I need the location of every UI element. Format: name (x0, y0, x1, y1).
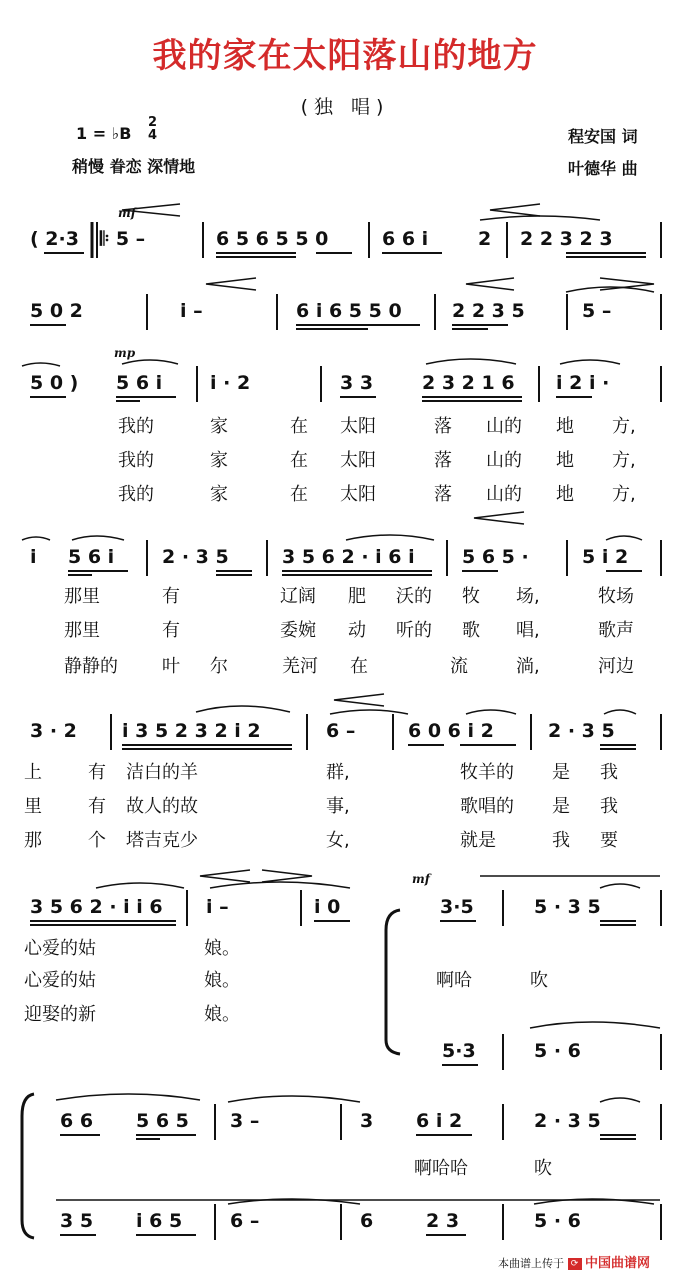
slur (122, 360, 178, 364)
lyric: 牧羊的 (460, 762, 514, 783)
measure-notes: 2 (478, 228, 492, 250)
slur (600, 1098, 640, 1102)
crescendo-hairpin (200, 870, 250, 882)
slur (560, 360, 620, 364)
measure-notes: i – (180, 300, 203, 322)
lyric: 方, (612, 484, 636, 505)
measure-notes: 6 i 6 5 5 0 (296, 300, 402, 322)
system-bracket (386, 910, 400, 1054)
slur (530, 1022, 660, 1028)
time-sig-top: 2 (148, 115, 158, 130)
lyric: 是 (552, 762, 570, 783)
slur (480, 216, 600, 220)
measure-notes: 3 5 (60, 1210, 94, 1232)
measure-notes: ( 2·3 (30, 228, 79, 250)
lyric: 我的 (118, 416, 154, 437)
slur (228, 1096, 360, 1102)
slur (330, 710, 408, 714)
lyric: 在 (290, 484, 308, 505)
lyric: 我 (552, 830, 570, 851)
crescendo-hairpin (206, 278, 256, 290)
lyric: 是 (552, 796, 570, 817)
lyric: 山的 (486, 484, 522, 505)
measure-notes: 3 5 6 2 · i 6 i (282, 546, 415, 568)
lyric: 娘。 (204, 938, 240, 959)
key-signature: 1 = ♭B (76, 124, 132, 143)
measure-notes: 2 2 3 2 3 (520, 228, 613, 250)
measure-notes: 5 · 3 5 (534, 896, 601, 918)
measure-notes: 5 · 6 (534, 1040, 581, 1062)
slur (606, 536, 642, 540)
measure-notes: 6 (360, 1210, 374, 1232)
measure-notes: i (30, 546, 37, 568)
lyric: 啊哈 (436, 970, 472, 991)
lyric: 家 (210, 450, 228, 471)
lyric: 山的 (486, 450, 522, 471)
slur (600, 884, 640, 888)
lyric: 有 (162, 586, 180, 607)
lyric: 心爱的姑 (24, 970, 96, 991)
slur (196, 706, 290, 712)
measure-notes: i 3 5 2 3 2 i 2 (122, 720, 261, 742)
measure-notes: 5·3 (442, 1040, 476, 1062)
song-title: 我的家在太阳落山的地方 (152, 36, 538, 76)
slur (22, 363, 60, 366)
lyric: 歌声 (598, 620, 634, 641)
measure-notes: 6 – (326, 720, 356, 742)
lyric: 在 (290, 450, 308, 471)
measure-notes: 6 6 i (382, 228, 429, 250)
measure-notes: 2 · 3 5 (548, 720, 615, 742)
lyric: 我 (600, 762, 618, 783)
slur (56, 1094, 200, 1100)
measure-notes: 2 3 2 1 6 (422, 372, 515, 394)
measure-notes: 5 0 ) (30, 372, 79, 394)
crescendo-hairpin (122, 204, 180, 216)
lyric: 叶 (162, 656, 180, 677)
measure-notes: 5 0 2 (30, 300, 83, 322)
lyric: 事, (326, 796, 350, 817)
slur (72, 536, 124, 540)
slur (96, 883, 184, 888)
lyric: 娘。 (204, 970, 240, 991)
lyric: 听的 (396, 620, 432, 641)
lyric: 有 (88, 796, 106, 817)
lyric: 心爱的姑 (24, 938, 96, 959)
measure-notes: i 6 5 (136, 1210, 183, 1232)
lyric: 牧 (462, 586, 480, 607)
site-logo-icon: ⟳ (568, 1258, 582, 1270)
tempo-marking: 稍慢 眷恋 深情地 (72, 157, 196, 176)
composer-credit: 叶德华 曲 (568, 159, 638, 178)
lyric: 太阳 (340, 484, 376, 505)
measure-notes: 3 3 (340, 372, 374, 394)
lyric: 唱, (516, 620, 540, 641)
crescendo-hairpin (466, 278, 514, 290)
site-name[interactable]: 中国曲谱网 (585, 1256, 651, 1271)
lyric: 地 (556, 450, 574, 471)
measure-notes: 𝄆 5 – (100, 228, 146, 250)
lyric: 娘。 (204, 1004, 240, 1025)
lyric: 我的 (118, 450, 154, 471)
lyric: 个 (88, 830, 106, 851)
measure-notes: 5 6 5 · (462, 546, 529, 568)
measure-notes: 3 – (230, 1110, 260, 1132)
lyric: 有 (88, 762, 106, 783)
footer-upload-label: 本曲谱上传于 (498, 1257, 564, 1270)
measure-notes: i · 2 (210, 372, 251, 394)
lyric: 河边 (598, 656, 634, 677)
slur (604, 710, 636, 714)
slur (346, 535, 434, 540)
lyric: 家 (210, 416, 228, 437)
lyric: 落 (434, 450, 452, 471)
measure-notes: i 2 i · (556, 372, 610, 394)
lyric: 吹 (534, 1158, 552, 1179)
crescendo-hairpin (334, 694, 384, 706)
dynamic-mf: mf (412, 872, 430, 886)
system-bracket (22, 1094, 34, 1238)
lyric: 有 (162, 620, 180, 641)
lyric: 肥 (348, 586, 366, 607)
slur (210, 882, 350, 888)
measure-notes: 6 – (230, 1210, 260, 1232)
lyric: 场, (516, 586, 540, 607)
lyric: 洁白的羊 (126, 762, 198, 783)
lyric: 尔 (210, 656, 228, 677)
slur (466, 710, 516, 714)
decrescendo-hairpin (262, 870, 312, 882)
lyric: 我的 (118, 484, 154, 505)
lyric: 流 (450, 656, 468, 677)
dynamic-mf: mf (118, 206, 136, 220)
lyric: 那里 (64, 620, 100, 641)
measure-notes: 5 6 i (116, 372, 163, 394)
lyric: 那里 (64, 586, 100, 607)
measure-notes: 6 i 2 (416, 1110, 463, 1132)
lyric: 在 (290, 416, 308, 437)
lyric: 塔吉克少 (126, 830, 198, 851)
lyric: 太阳 (340, 416, 376, 437)
measure-notes: 5 – (582, 300, 612, 322)
lyric: 在 (350, 656, 368, 677)
measure-notes: 3 (360, 1110, 374, 1132)
measure-notes: 2 · 3 5 (162, 546, 229, 568)
measure-notes: i – (206, 896, 229, 918)
lyric: 我 (600, 796, 618, 817)
lyric: 地 (556, 484, 574, 505)
measure-notes: 6 5 6 5 5 0 (216, 228, 329, 250)
lyric: 落 (434, 416, 452, 437)
lyric: 啊哈哈 (414, 1158, 468, 1179)
lyric: 羌河 (282, 656, 318, 677)
measure-notes: 2 3 (426, 1210, 460, 1232)
lyric: 歌唱的 (460, 796, 514, 817)
measure-notes: 2 · 3 5 (534, 1110, 601, 1132)
measure-notes: 5 6 i (68, 546, 115, 568)
measure-notes: 2 2 3 5 (452, 300, 525, 322)
lyric: 就是 (460, 830, 496, 851)
measure-notes: 5 6 5 (136, 1110, 189, 1132)
lyric: 故人的故 (126, 796, 198, 817)
lyric: 女, (326, 830, 350, 851)
lyric: 委婉 (280, 620, 316, 641)
time-sig-bottom: 4 (148, 128, 158, 143)
lyric: 迎娶的新 (24, 1004, 96, 1025)
lyric: 地 (556, 416, 574, 437)
slur (22, 537, 50, 540)
measure-notes: 5 · 6 (534, 1210, 581, 1232)
slur (426, 359, 516, 364)
dynamic-mp: mp (114, 346, 136, 360)
lyric: 方, (612, 450, 636, 471)
lyric: 落 (434, 484, 452, 505)
footer-upload-text (498, 1252, 650, 1271)
lyric: 要 (600, 830, 618, 851)
lyric: 那 (24, 830, 42, 851)
crescendo-hairpin (474, 512, 524, 524)
measure-notes: 5 i 2 (582, 546, 629, 568)
crescendo-hairpin (490, 204, 540, 216)
lyricist-credit: 程安国 词 (568, 127, 638, 146)
measure-notes: 3 5 6 2 · i i 6 (30, 896, 163, 918)
lyric: 群, (326, 762, 350, 783)
lyric: 山的 (486, 416, 522, 437)
lyric: 歌 (462, 620, 480, 641)
lyric: 里 (24, 796, 42, 817)
lyric: 家 (210, 484, 228, 505)
lyric: 吹 (530, 970, 548, 991)
lyric: 沃的 (396, 586, 432, 607)
measure-notes: 6 0 6 i 2 (408, 720, 494, 742)
lyric: 静静的 (64, 656, 118, 677)
lyric: 牧场 (598, 586, 634, 607)
lyric: 动 (348, 620, 366, 641)
measure-notes: 6 6 (60, 1110, 94, 1132)
performance-type: (独 唱) (300, 96, 390, 118)
lyric: 方, (612, 416, 636, 437)
lyric: 淌, (516, 656, 540, 677)
lyric: 太阳 (340, 450, 376, 471)
measure-notes: 3·5 (440, 896, 474, 918)
lyric: 上 (24, 762, 42, 783)
measure-notes: 3 · 2 (30, 720, 77, 742)
lyric: 辽阔 (280, 586, 316, 607)
measure-notes: i 0 (314, 896, 341, 918)
